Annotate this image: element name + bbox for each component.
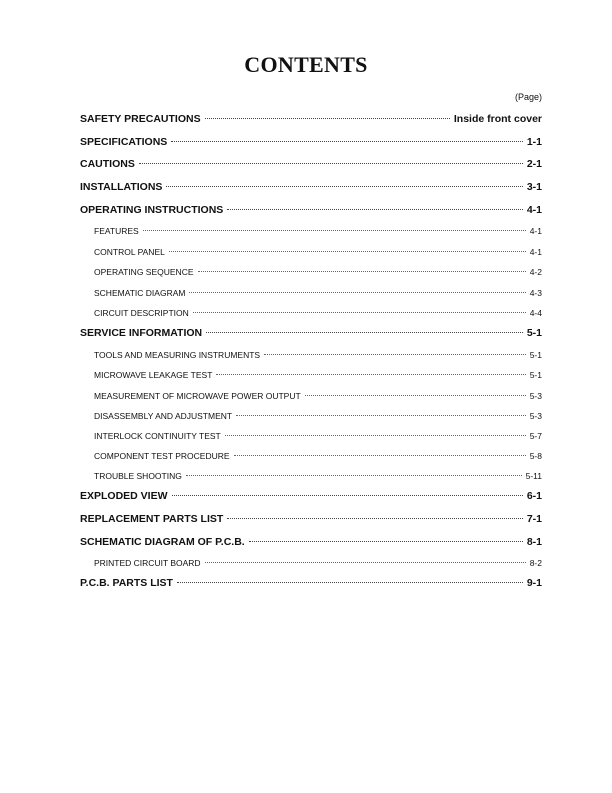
dot-leader bbox=[189, 292, 525, 293]
dot-leader bbox=[171, 141, 523, 142]
toc-entry-page: 3-1 bbox=[526, 181, 542, 193]
toc-entry-label: OPERATING INSTRUCTIONS bbox=[80, 204, 224, 216]
toc-entry-page: Inside front cover bbox=[453, 113, 542, 125]
toc-entry-label: SAFETY PRECAUTIONS bbox=[80, 113, 201, 125]
toc-entry-page: 4-3 bbox=[529, 288, 542, 298]
toc-subsection bbox=[80, 247, 542, 257]
toc-entry-page: 5-1 bbox=[529, 350, 542, 360]
dot-leader bbox=[177, 582, 523, 583]
dot-leader bbox=[139, 163, 523, 164]
toc-section bbox=[80, 113, 542, 125]
toc-section bbox=[80, 490, 542, 502]
toc-entry-label: TROUBLE SHOOTING bbox=[94, 471, 182, 481]
page-column-label: (Page) bbox=[514, 92, 542, 102]
toc-subsection bbox=[80, 391, 542, 401]
toc-entry-label: INSTALLATIONS bbox=[80, 181, 163, 193]
toc-entry-page: 4-2 bbox=[529, 267, 542, 277]
toc-section bbox=[80, 327, 542, 339]
toc-entry-page: 5-3 bbox=[529, 391, 542, 401]
toc-entry-page: 5-3 bbox=[529, 411, 542, 421]
toc-subsection bbox=[80, 471, 542, 481]
dot-leader bbox=[166, 186, 522, 187]
toc-entry-label: CIRCUIT DESCRIPTION bbox=[94, 308, 189, 318]
toc-entry-label: OPERATING SEQUENCE bbox=[94, 267, 194, 277]
toc-entry-label: COMPONENT TEST PROCEDURE bbox=[94, 451, 230, 461]
toc-entry-page: 8-2 bbox=[529, 558, 542, 568]
toc-section bbox=[80, 577, 542, 589]
toc-entry-page: 9-1 bbox=[526, 577, 542, 589]
toc-subsection bbox=[80, 308, 542, 318]
toc-entry-label: SERVICE INFORMATION bbox=[80, 327, 203, 339]
toc-section bbox=[80, 513, 542, 525]
dot-leader bbox=[225, 435, 526, 436]
toc-entry-page: 5-11 bbox=[525, 471, 542, 481]
toc-entry-label: MICROWAVE LEAKAGE TEST bbox=[94, 370, 213, 380]
toc-entry-page: 5-7 bbox=[529, 431, 542, 441]
toc-entry-label: DISASSEMBLY AND ADJUSTMENT bbox=[94, 411, 233, 421]
toc-entry-page: 8-1 bbox=[526, 536, 542, 548]
toc-section bbox=[80, 136, 542, 148]
toc-subsection bbox=[80, 226, 542, 236]
toc-entry-page: 4-1 bbox=[526, 204, 542, 216]
toc-entry-label: PRINTED CIRCUIT BOARD bbox=[94, 558, 201, 568]
dot-leader bbox=[193, 312, 526, 313]
dot-leader bbox=[206, 332, 523, 333]
toc-entry-label: SPECIFICATIONS bbox=[80, 136, 168, 148]
toc-section bbox=[80, 181, 542, 193]
toc-entry-page: 7-1 bbox=[526, 513, 542, 525]
toc-entry-label: CONTROL PANEL bbox=[94, 247, 165, 257]
toc-entry-label: TOOLS AND MEASURING INSTRUMENTS bbox=[94, 350, 261, 360]
toc-entry-label: MEASUREMENT OF MICROWAVE POWER OUTPUT bbox=[94, 391, 301, 401]
toc-entry-page: 5-1 bbox=[526, 327, 542, 339]
dot-leader bbox=[172, 495, 523, 496]
toc-section bbox=[80, 158, 542, 170]
dot-leader bbox=[227, 209, 523, 210]
toc-subsection bbox=[80, 370, 542, 380]
toc-entry-label: P.C.B. PARTS LIST bbox=[80, 577, 173, 589]
dot-leader bbox=[169, 251, 526, 252]
toc-entry-label: INTERLOCK CONTINUITY TEST bbox=[94, 431, 221, 441]
toc-section bbox=[80, 536, 542, 548]
toc-subsection bbox=[80, 411, 542, 421]
toc-entry-label: EXPLODED VIEW bbox=[80, 490, 168, 502]
dot-leader bbox=[234, 455, 526, 456]
dot-leader bbox=[198, 271, 526, 272]
dot-leader bbox=[227, 518, 523, 519]
dot-leader bbox=[186, 475, 522, 476]
dot-leader bbox=[305, 395, 526, 396]
toc-entry-page: 4-1 bbox=[529, 247, 542, 257]
toc-entry-label: FEATURES bbox=[94, 226, 139, 236]
toc-section bbox=[80, 204, 542, 216]
toc-entry-label: SCHEMATIC DIAGRAM bbox=[94, 288, 186, 298]
toc-entry-page: 5-1 bbox=[529, 370, 542, 380]
dot-leader bbox=[143, 230, 526, 231]
toc-subsection bbox=[80, 288, 542, 298]
toc-subsection bbox=[80, 431, 542, 441]
toc-entry-page: 2-1 bbox=[526, 158, 542, 170]
dot-leader bbox=[249, 541, 523, 542]
page-title: CONTENTS bbox=[244, 52, 368, 77]
toc-entry-page: 4-4 bbox=[529, 308, 542, 318]
dot-leader bbox=[216, 374, 525, 375]
toc-entry-page: 4-1 bbox=[529, 226, 542, 236]
toc-subsection bbox=[80, 558, 542, 568]
toc-entry-label: REPLACEMENT PARTS LIST bbox=[80, 513, 224, 525]
dot-leader bbox=[205, 118, 450, 119]
toc-entry-label: SCHEMATIC DIAGRAM OF P.C.B. bbox=[80, 536, 245, 548]
toc-entry-page: 6-1 bbox=[526, 490, 542, 502]
dot-leader bbox=[236, 415, 526, 416]
toc-entry-label: CAUTIONS bbox=[80, 158, 135, 170]
dot-leader bbox=[205, 562, 526, 563]
toc-subsection bbox=[80, 350, 542, 360]
toc-subsection bbox=[80, 451, 542, 461]
toc-entry-page: 5-8 bbox=[529, 451, 542, 461]
dot-leader bbox=[264, 354, 526, 355]
toc-subsection bbox=[80, 267, 542, 277]
toc-entry-page: 1-1 bbox=[526, 136, 542, 148]
